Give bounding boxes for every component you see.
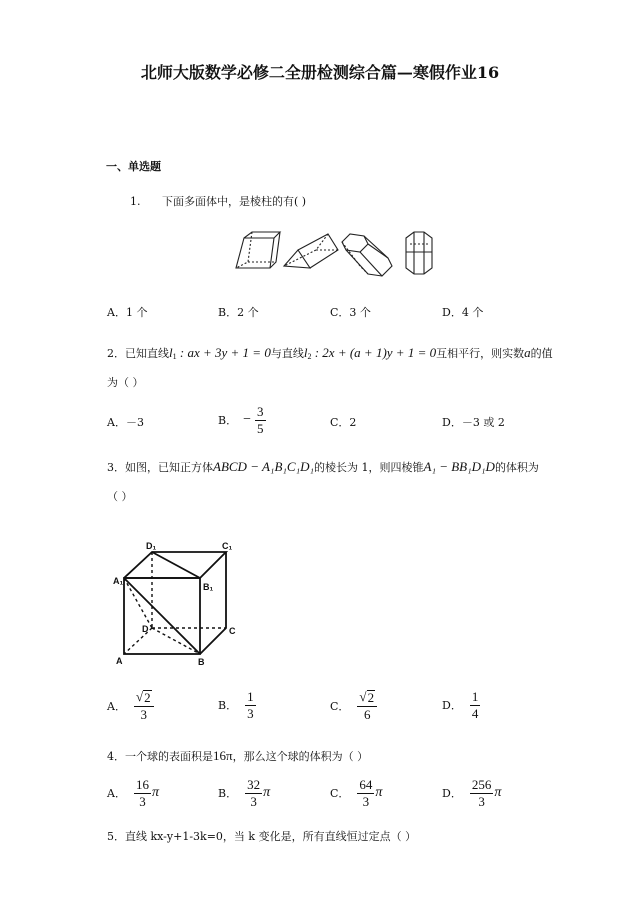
question-3: 3．如图，已知正方体ABCD − A₁B₁C₁D₁的棱长为 1，则四棱锥A₁ − BB₁D₁D的体积为 — [107, 459, 539, 474]
q1-option-d: D． 4 个 — [442, 306, 484, 319]
polyhedra-figure — [228, 228, 438, 278]
q1-option-a: A． 1 个 — [107, 306, 148, 319]
q3-option-a: A． √ 2 3 — [107, 690, 154, 721]
polyhedron-1 — [236, 232, 280, 268]
label-d1: D₁ — [146, 541, 157, 551]
cube-figure — [112, 540, 242, 668]
polyhedron-3 — [342, 234, 392, 276]
q2-option-a: A． －3 — [107, 416, 144, 429]
q2-option-b: B． − $\frac{3}{5}$ — [218, 404, 264, 436]
page-title: 北师大版数学必修二全册检测综合篇—寒假作业16 — [140, 63, 500, 82]
label-b: B — [198, 657, 205, 667]
label-a: A — [116, 656, 123, 666]
q4-option-a: A． $\frac{16}{3}$ π — [107, 777, 159, 809]
q1-option-b: B． 2 个 — [218, 306, 259, 319]
section-heading: 一、单选题 — [106, 160, 161, 173]
question-2-line2: 为（ ） — [107, 376, 144, 389]
polyhedron-2 — [284, 234, 338, 268]
label-c1: C₁ — [222, 541, 233, 551]
q3-option-c: C． √ 2 6 — [330, 690, 377, 721]
q2-option-c: C． 2 — [330, 415, 357, 429]
question-text: 下面多面体中，是棱柱的有( ) — [162, 195, 307, 208]
q4-option-c: C． $\frac{64}{3}$ π — [330, 777, 383, 809]
question-3-line2: （ ） — [107, 490, 133, 503]
q2-option-d: D． －3 或 2 — [442, 416, 505, 429]
polyhedron-4 — [406, 232, 432, 274]
q4-option-d: D． $\frac{256}{3}$ π — [442, 777, 502, 809]
label-c: C — [229, 626, 236, 636]
question-number: 1. — [130, 195, 141, 208]
question-5: 5．直线 kx-y+1-3k=0，当 k 变化是，所有直线恒过定点（ ） — [107, 830, 417, 843]
q3-option-b: B． $\frac{1}{3}$ — [218, 689, 254, 721]
question-1 — [130, 193, 306, 209]
question-2: 2．已知直线$l_1$ : ax + 3y + 1 = 0与直线$l_2$ : 2x + (a + 1)y + 1 = 0互相平行，则实数a的值 — [107, 345, 553, 361]
q3-option-d: D． $\frac{1}{4}$ — [442, 689, 479, 721]
label-d: D — [142, 624, 149, 634]
question-4: 4．一个球的表面积是16π，那么这个球的体积为（ ） — [107, 748, 369, 763]
q4-option-b: B． $\frac{32}{3}$ π — [218, 777, 271, 809]
q1-option-c: C． 3 个 — [330, 306, 371, 319]
label-b1: B₁ — [203, 582, 214, 592]
label-a1: A₁ — [113, 576, 124, 586]
